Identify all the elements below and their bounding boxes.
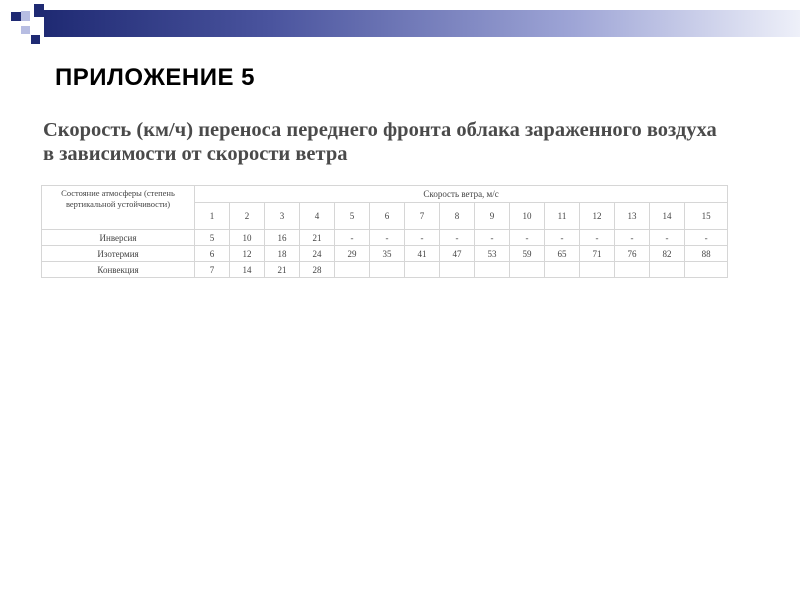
speed-value-cell: 4 bbox=[300, 203, 335, 230]
decor-square bbox=[34, 4, 44, 17]
decor-square bbox=[31, 35, 40, 44]
row-label: Конвекция bbox=[42, 262, 195, 278]
table-cell: 21 bbox=[265, 262, 300, 278]
table-cell: 59 bbox=[510, 246, 545, 262]
table-cell: 21 bbox=[300, 230, 335, 246]
table-cell: - bbox=[510, 230, 545, 246]
table-cell: 71 bbox=[580, 246, 615, 262]
table-cell: 53 bbox=[475, 246, 510, 262]
speed-value-cell: 8 bbox=[440, 203, 475, 230]
wind-speed-table bbox=[41, 185, 728, 278]
decor-square bbox=[11, 12, 21, 21]
table-cell bbox=[510, 262, 545, 278]
table-cell: - bbox=[405, 230, 440, 246]
table-cell bbox=[685, 262, 728, 278]
table-cell: 16 bbox=[265, 230, 300, 246]
table-cell: 6 bbox=[195, 246, 230, 262]
table-cell: - bbox=[685, 230, 728, 246]
speed-value-cell: 11 bbox=[545, 203, 580, 230]
speed-value-cell: 13 bbox=[615, 203, 650, 230]
decor-square bbox=[21, 26, 30, 34]
document-heading: Скорость (км/ч) переноса переднего фронта облака зараженного воздуха в зависимости от скорости ветра bbox=[43, 119, 717, 165]
table-body bbox=[42, 230, 728, 278]
speed-value-cell: 12 bbox=[580, 203, 615, 230]
table-cell bbox=[615, 262, 650, 278]
table-cell: 28 bbox=[300, 262, 335, 278]
decor-square bbox=[21, 11, 30, 21]
table-cell: 7 bbox=[195, 262, 230, 278]
table-cell: 47 bbox=[440, 246, 475, 262]
table-row bbox=[42, 262, 728, 278]
speed-column-header: Скорость ветра, м/с bbox=[195, 186, 728, 203]
table-cell bbox=[370, 262, 405, 278]
slide-title: ПРИЛОЖЕНИЕ 5 bbox=[55, 64, 256, 91]
table-cell: - bbox=[615, 230, 650, 246]
speed-value-cell: 9 bbox=[475, 203, 510, 230]
table-cell bbox=[440, 262, 475, 278]
speed-value-cell: 10 bbox=[510, 203, 545, 230]
table-cell bbox=[475, 262, 510, 278]
table-cell: 76 bbox=[615, 246, 650, 262]
table-cell bbox=[650, 262, 685, 278]
table-cell: 65 bbox=[545, 246, 580, 262]
table-cell bbox=[545, 262, 580, 278]
table-cell: 29 bbox=[335, 246, 370, 262]
table-cell: - bbox=[475, 230, 510, 246]
table-cell: 12 bbox=[230, 246, 265, 262]
speed-value-cell: 7 bbox=[405, 203, 440, 230]
table-cell: - bbox=[370, 230, 405, 246]
table-cell: 82 bbox=[650, 246, 685, 262]
header-gradient-bar bbox=[44, 10, 800, 37]
table-header-row bbox=[42, 186, 728, 203]
table-cell bbox=[580, 262, 615, 278]
speed-value-cell: 6 bbox=[370, 203, 405, 230]
table-cell: - bbox=[545, 230, 580, 246]
table-cell bbox=[335, 262, 370, 278]
table-cell bbox=[405, 262, 440, 278]
table-cell: - bbox=[580, 230, 615, 246]
table-row bbox=[42, 246, 728, 262]
state-column-header: Состояние атмосферы (степень вертикальной устойчивости) bbox=[42, 186, 195, 230]
document-image bbox=[40, 112, 728, 282]
row-label: Инверсия bbox=[42, 230, 195, 246]
table-cell: - bbox=[440, 230, 475, 246]
table-cell: 88 bbox=[685, 246, 728, 262]
table-row bbox=[42, 230, 728, 246]
table-cell: 10 bbox=[230, 230, 265, 246]
table-cell: 35 bbox=[370, 246, 405, 262]
row-label: Изотермия bbox=[42, 246, 195, 262]
table-cell: 41 bbox=[405, 246, 440, 262]
speed-value-cell: 5 bbox=[335, 203, 370, 230]
speed-value-cell: 3 bbox=[265, 203, 300, 230]
table-cell: 14 bbox=[230, 262, 265, 278]
table-cell: 5 bbox=[195, 230, 230, 246]
speed-value-cell: 1 bbox=[195, 203, 230, 230]
table-cell: 18 bbox=[265, 246, 300, 262]
table-cell: 24 bbox=[300, 246, 335, 262]
speed-value-cell: 14 bbox=[650, 203, 685, 230]
table-cell: - bbox=[335, 230, 370, 246]
speed-value-cell: 15 bbox=[685, 203, 728, 230]
speed-value-cell: 2 bbox=[230, 203, 265, 230]
table-cell: - bbox=[650, 230, 685, 246]
